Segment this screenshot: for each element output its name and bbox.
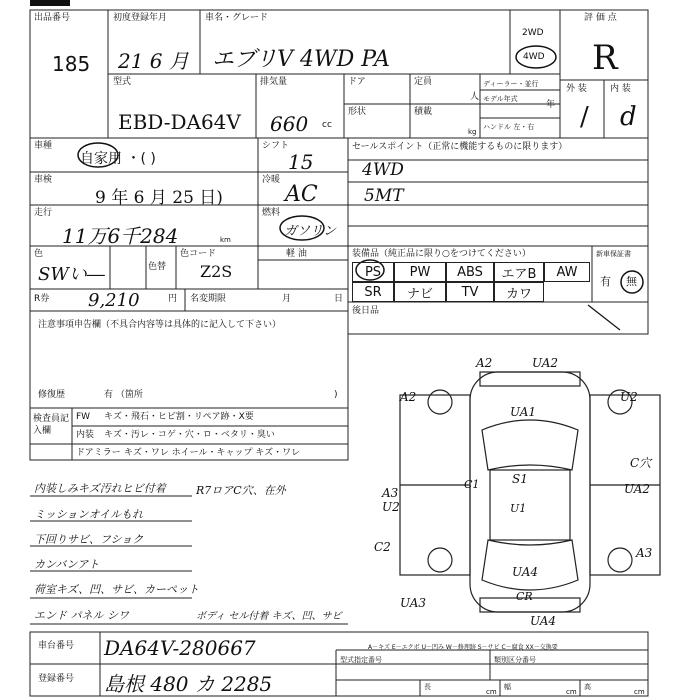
- category-value: 自家用 ・( ): [80, 151, 156, 167]
- mark-ua4-bottom: UA4: [530, 614, 557, 628]
- kg-unit: kg: [468, 128, 477, 136]
- dealer-label: ディーラー・並行: [483, 80, 539, 88]
- mark-ua2-top: UA2: [532, 356, 559, 370]
- equip-aw: AW: [544, 262, 590, 282]
- mileage-value: 11万6千284: [62, 224, 179, 248]
- year-unit: 年: [546, 100, 556, 110]
- mark-c1: C1: [464, 478, 480, 491]
- load-label: 積載: [414, 107, 433, 117]
- lot-number: 185: [52, 52, 91, 76]
- diagram-note-1: R7ロアC穴、在外: [196, 484, 286, 497]
- mark-u2-right: U2: [620, 390, 638, 404]
- mark-ua2-right: UA2: [624, 482, 651, 496]
- check-row-fw-text: キズ・飛石・ヒビ割・リペア跡・X要: [104, 412, 254, 422]
- inspection-value: 9 年 6 月 25 日): [95, 188, 223, 208]
- check-row-interior-label: 内装: [76, 430, 95, 440]
- color-code-label: 色コード: [180, 249, 217, 259]
- model-label: 車名・グレード: [205, 13, 269, 23]
- yen-unit: 円: [168, 294, 178, 304]
- mark-ua4-center: UA4: [512, 565, 539, 579]
- damage-legend: A－キズ E－エクボ U－凹み W－修理跡 S－サビ C－腐食 XX－交換要: [368, 644, 558, 651]
- diagram-note-2: ボディ セル付着 キズ、凹、サビ: [196, 611, 342, 622]
- handle-label: ハンドル 左・右: [483, 123, 535, 131]
- mark-a2-left: A2: [400, 390, 417, 404]
- type-designation-label: 型式指定番号: [340, 656, 382, 664]
- recycle-value: 9,210: [88, 290, 140, 311]
- fuel-label: 燃料: [262, 208, 281, 218]
- mark-c-hole: C穴: [630, 456, 652, 470]
- interior-label: 内 装: [610, 84, 631, 94]
- mark-a2-top: A2: [476, 356, 493, 370]
- repaint-label: 色替: [148, 262, 167, 272]
- tax-label: 名変期限: [190, 294, 227, 304]
- notes-label: 注意事項申告欄（不具合内容等は具体的に記入して下さい）: [38, 320, 282, 330]
- shape-label: 形状: [348, 107, 367, 117]
- displacement-label: 排気量: [260, 77, 288, 87]
- mark-ua3: UA3: [400, 596, 427, 610]
- ac-value: AC: [285, 182, 318, 207]
- check-row-interior-text: キズ・汚レ・コゲ・穴・ロ・ベタリ・臭い: [104, 430, 275, 440]
- first-reg-value: 21 6 月: [118, 49, 189, 73]
- equip-navi: ナビ: [394, 282, 446, 302]
- mark-u1: U1: [510, 502, 527, 515]
- month-unit: 月: [282, 294, 292, 304]
- grade-label: 評 価 点: [584, 13, 617, 23]
- width-cm: cm: [566, 688, 577, 696]
- repair-value: 有 （箇所: [104, 390, 143, 400]
- note-line-4: カンバンアト: [34, 558, 100, 571]
- ac-label: 冷暖: [262, 175, 281, 185]
- category-class-label: 類別区分番号: [494, 656, 536, 664]
- inspector-label: 検査員記入欄: [33, 414, 70, 436]
- fuel-value: ガソリン: [284, 224, 337, 239]
- equip-pw: PW: [394, 262, 446, 282]
- warranty-yes: 有: [600, 275, 611, 288]
- equip-ps: PS: [352, 262, 394, 282]
- inspection-label: 車検: [34, 175, 53, 185]
- mileage-label: 走行: [34, 208, 53, 218]
- mark-a3-right: A3: [636, 546, 653, 560]
- type-value: EBD-DA64V: [118, 110, 241, 134]
- equip-label: 装備品（純正品に限り○をつけてください）: [352, 249, 531, 259]
- exterior-label: 外 装: [566, 84, 587, 94]
- grade-value: R: [592, 38, 618, 78]
- warranty-label: 新車保証書: [596, 250, 631, 258]
- capacity-label: 定員: [414, 77, 433, 87]
- equip-airbag: エアB: [494, 262, 544, 282]
- note-line-3: 下回りサビ、フショク: [34, 533, 144, 546]
- sales-line-2: 5MT: [364, 186, 404, 206]
- door-label: ドア: [348, 77, 366, 87]
- color-value: SWい―: [38, 264, 105, 285]
- lot-label: 出品番号: [34, 13, 71, 23]
- drive-4wd: 4WD: [523, 52, 545, 62]
- displacement-value: 660: [270, 112, 309, 136]
- shift-value: 15: [288, 150, 314, 174]
- light-oil: 軽 油: [286, 249, 307, 259]
- mark-cr: CR: [516, 590, 533, 603]
- plate-label: 登録番号: [38, 674, 75, 684]
- model-value: エブリV 4WD PA: [212, 47, 390, 72]
- person-unit: 人: [470, 92, 480, 102]
- sales-line-1: 4WD: [362, 160, 404, 180]
- exterior-value: /: [580, 102, 589, 132]
- repair-close: ): [334, 390, 338, 400]
- mark-ua1: UA1: [510, 405, 537, 419]
- equip-leather: カワ: [494, 282, 544, 302]
- recycle-label: R券: [34, 294, 50, 304]
- warranty-none: 無: [626, 275, 637, 288]
- sales-label: セールスポイント（正常に機能するものに限ります）: [352, 142, 568, 152]
- check-row-mirror-label: ドアミラー: [76, 448, 121, 458]
- check-row-mirror-text: キズ・ワレ ホイール・キャップ キズ・ワレ: [124, 448, 301, 458]
- km-unit: km: [220, 236, 231, 244]
- cc-unit: cc: [322, 120, 332, 130]
- height-label: 高: [584, 683, 591, 691]
- note-line-1: 内装しみキズ汚れヒビ付着: [34, 482, 166, 495]
- type-label: 型式: [113, 77, 132, 87]
- check-row-fw-label: FW: [76, 412, 91, 422]
- mark-u2-left: U2: [382, 500, 400, 514]
- drive-2wd: 2WD: [522, 28, 544, 38]
- plate-value: 島根 480 カ 2285: [104, 672, 273, 696]
- color-label: 色: [34, 249, 44, 259]
- length-cm: cm: [486, 688, 497, 696]
- mark-c2: C2: [374, 540, 391, 554]
- mark-s1: S1: [512, 472, 528, 486]
- note-line-5: 荷室キズ、凹、サビ、カーペット: [34, 583, 199, 596]
- model-year-label: モデル年式: [483, 95, 518, 103]
- first-reg-label: 初度登録年月: [113, 13, 168, 23]
- day-unit: 日: [334, 294, 344, 304]
- shift-label: シフト: [262, 141, 290, 151]
- interior-value: d: [620, 102, 637, 132]
- equip-tv: TV: [446, 282, 494, 302]
- equip-sr: SR: [352, 282, 394, 302]
- mark-a3-left: A3: [382, 486, 399, 500]
- repair-label: 修復歴: [38, 390, 66, 400]
- category-label: 車種: [34, 141, 53, 151]
- height-cm: cm: [634, 688, 645, 696]
- color-code-value: Z2S: [200, 262, 233, 281]
- note-line-2: ミッションオイルもれ: [34, 508, 144, 521]
- length-label: 長: [424, 683, 431, 691]
- chassis-label: 車台番号: [38, 641, 75, 651]
- equip-abs: ABS: [446, 262, 494, 282]
- chassis-value: DA64V-280667: [104, 636, 256, 660]
- width-label: 幅: [504, 683, 511, 691]
- note-line-6: エンド パネル シワ: [34, 609, 129, 622]
- after-label: 後日品: [352, 306, 380, 316]
